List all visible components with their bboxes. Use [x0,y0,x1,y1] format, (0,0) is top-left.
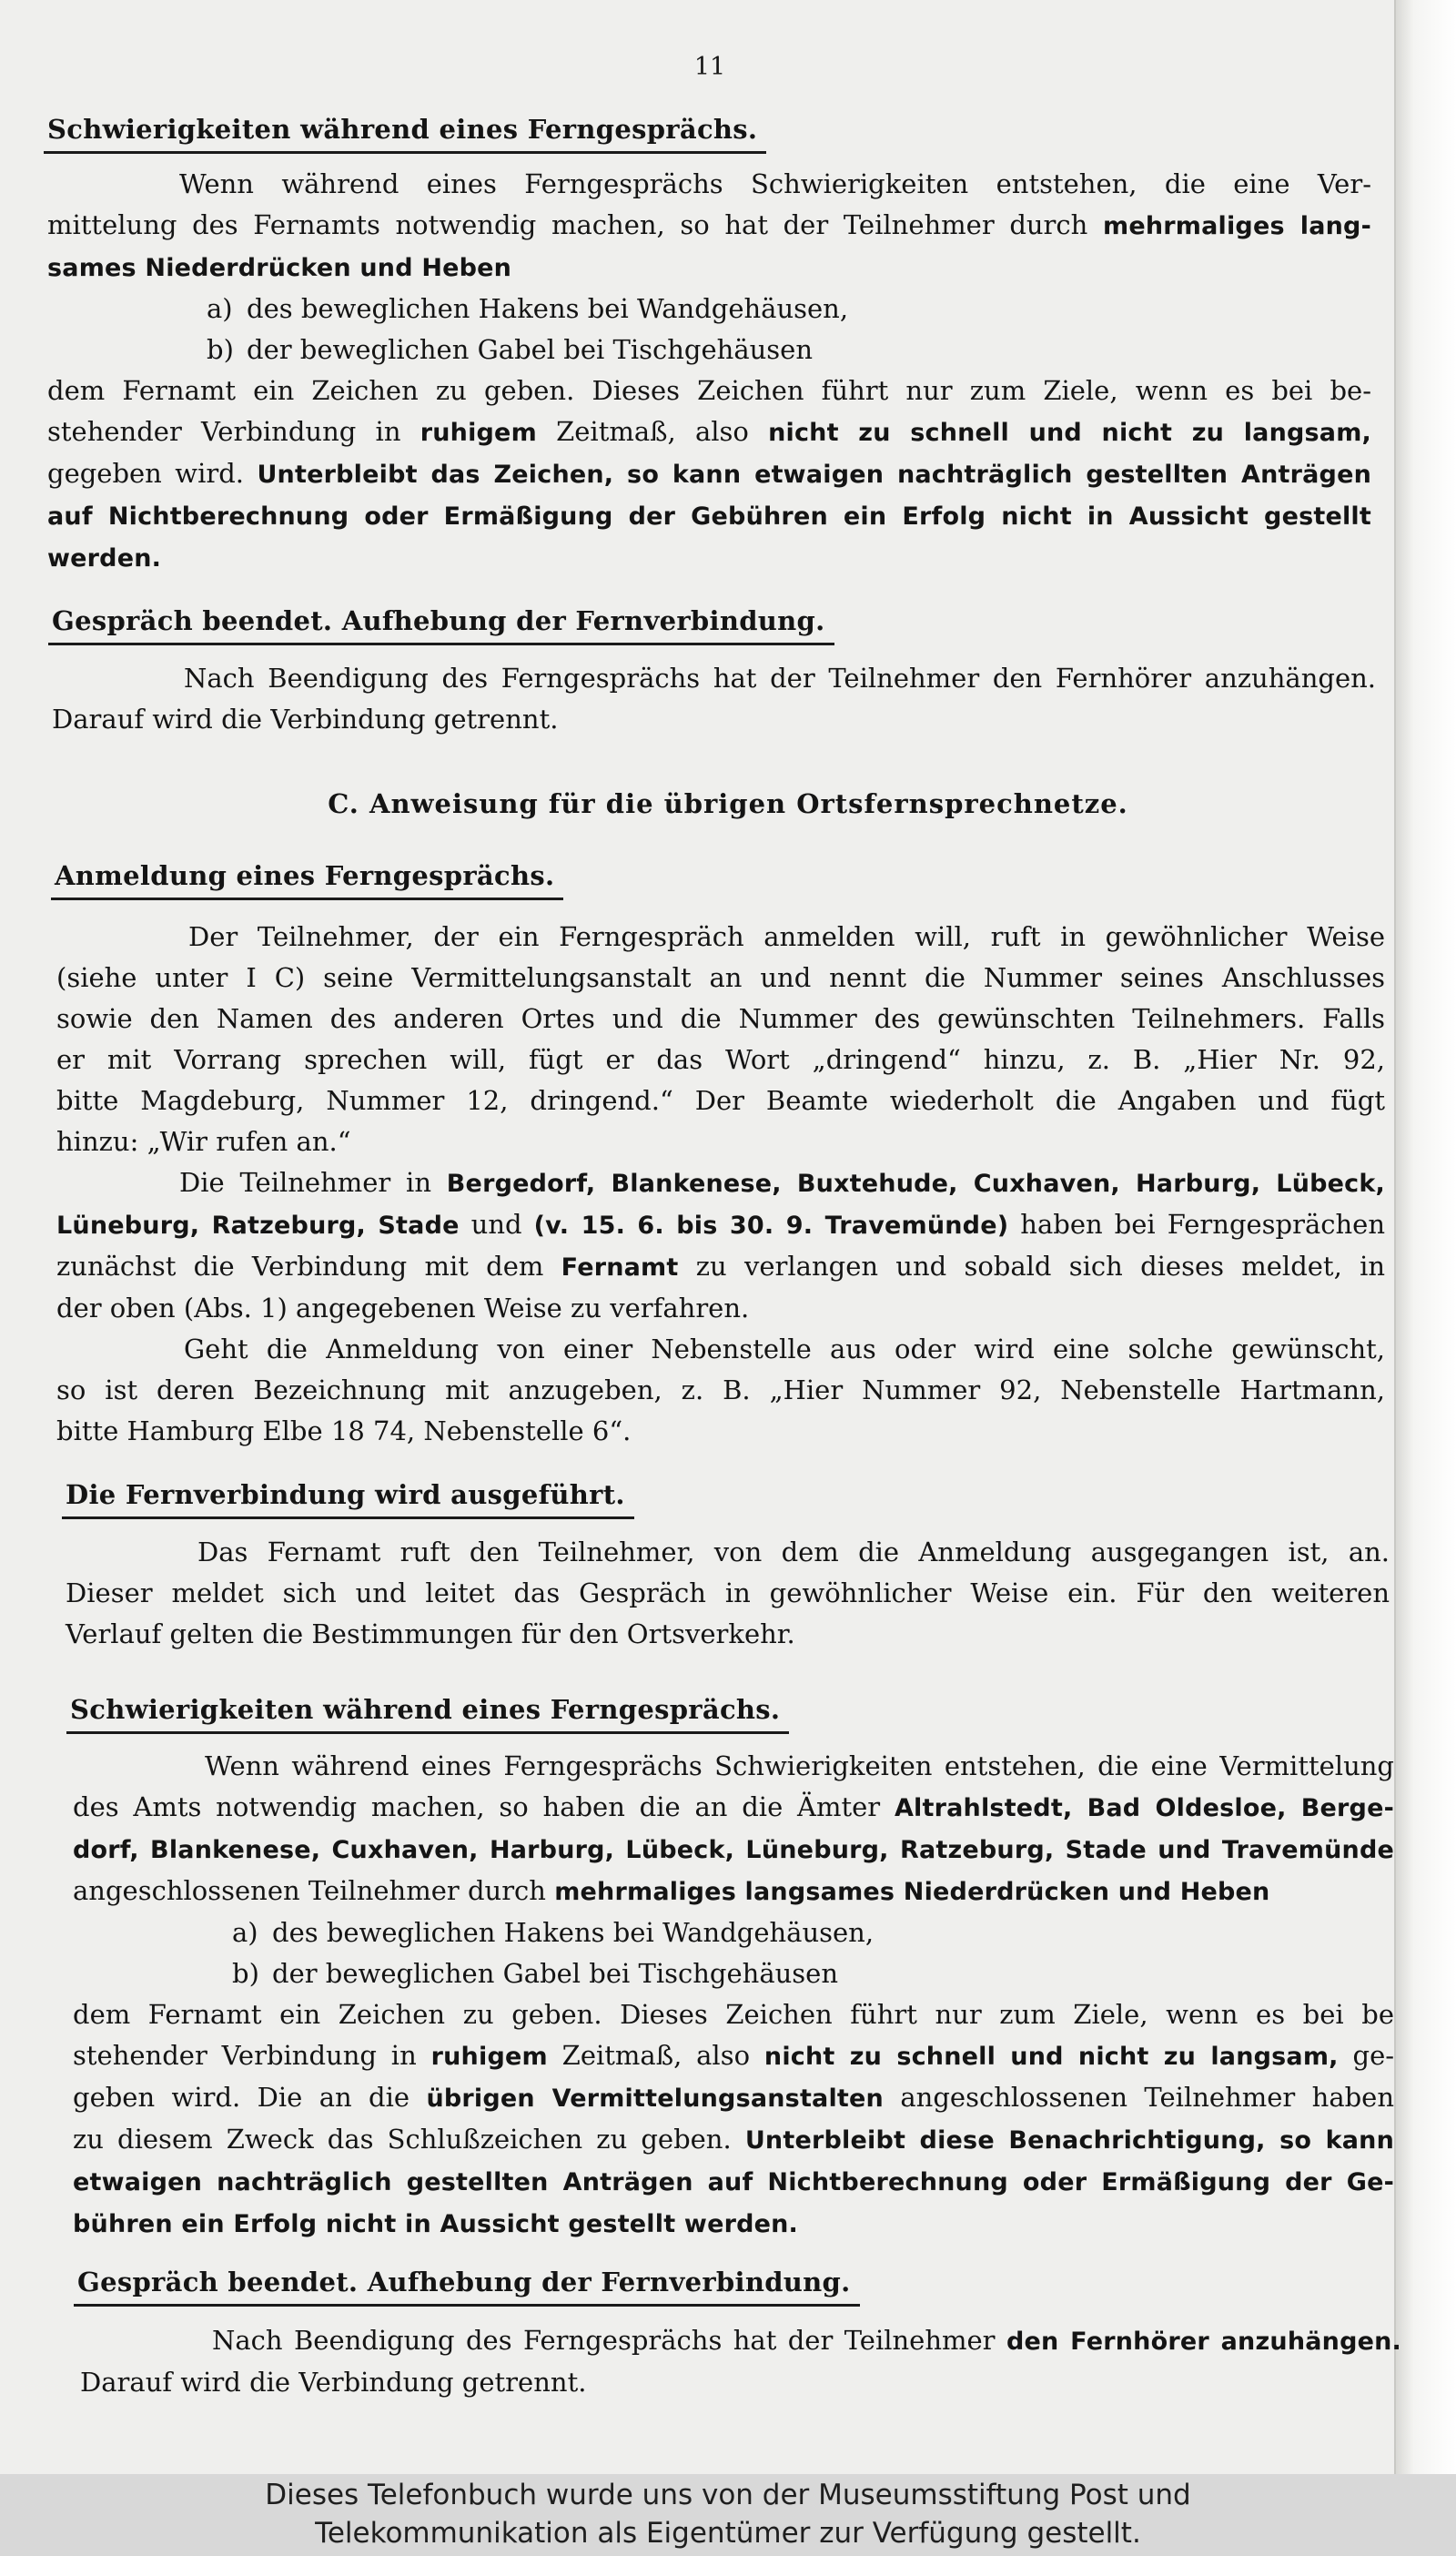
text-line: zu diesem Zweck das Schlußzeichen zu geben. Unterbleibt diese Benachrichtigung, so kann [73,2124,1395,2155]
text-line: Nach Beendigung des Ferngesprächs hat der Teilnehmer den Fernhörer anzuhängen. [212,2325,1401,2356]
heading-fernverbindung-ausgefuehrt: Die Fernverbindung wird ausgeführt. [66,1479,625,1510]
text-line: gegeben wird. Unterbleibt das Zeichen, so kann etwaigen nachträglich gestellten Anträgen [47,458,1372,489]
text-line: Dieser meldet sich und leitet das Gespräch in gewöhnlicher Weise ein. Für den weiteren [66,1577,1390,1608]
text-line: bitte Hamburg Elbe 18 74, Nebenstelle 6“. [56,1415,632,1446]
text-line: Lüneburg, Ratzeburg, Stade und (v. 15. 6. bis 30. 9. Travemünde) haben bei Ferngesprächen [56,1209,1386,1240]
paragraph-gespraech-beendet-2 [80,2320,1401,2403]
text-line: Wenn während eines Ferngesprächs Schwierigkeiten entstehen, die eine Vermittelung [205,1750,1394,1781]
text-line: dem Fernamt ein Zeichen zu geben. Dieses Zeichen führt nur zum Ziele, wenn es bei be [73,1999,1394,2030]
text-line: Darauf wird die Verbindung getrennt. [52,704,559,735]
paragraph-schwierigkeiten-2 [73,1746,1394,2245]
list-item: a) des beweglichen Hakens bei Wandgehäusen, [207,293,849,324]
text-line: dem Fernamt ein Zeichen zu geben. Dieses Zeichen führt nur zum Ziele, wenn es bei be- [47,375,1371,406]
list-item: b) der beweglichen Gabel bei Tischgehäusen [232,1958,839,1989]
text-line: Das Fernamt ruft den Teilnehmer, von dem die Anmeldung ausgegangen ist, an. [197,1537,1390,1567]
text-line: sowie den Namen des anderen Ortes und die Nummer des gewünschten Teilnehmers. Falls [56,1003,1385,1034]
text-line: Der Teilnehmer, der ein Ferngespräch anmelden will, ruft in gewöhnlicher Weise [188,921,1385,952]
paragraph-anmeldung [56,917,1385,1452]
text-line: angeschlossenen Teilnehmer durch mehrmaliges langsames Niederdrücken und Heben [73,1875,1270,1906]
text-line: stehender Verbindung in ruhigem Zeitmaß, also nicht zu schnell und nicht zu langsam, [47,416,1371,447]
text-line: bühren ein Erfolg nicht in Aussicht gestellt werden. [73,2210,799,2238]
text-line: Nach Beendigung des Ferngesprächs hat der Teilnehmer den Fernhörer anzuhängen. [184,663,1376,694]
footer-notice [0,2474,1456,2556]
text-line: etwaigen nachträglich gestellten Anträgen auf Nichtberechnung oder Ermäßigung der Ge- [73,2168,1394,2196]
text-line: hinzu: „Wir rufen an.“ [56,1126,351,1157]
section-c-title: C. Anweisung für die übrigen Ortsfernsprechnetze. [328,788,1128,819]
list-item: a) des beweglichen Hakens bei Wandgehäusen, [232,1917,875,1948]
heading-schwierigkeiten-1: Schwierigkeiten während eines Ferngesprächs. [47,114,758,145]
text-line: stehender Verbindung in ruhigem Zeitmaß, also nicht zu schnell und nicht zu langsam, ge- [73,2040,1395,2071]
paragraph-gespraech-beendet-1 [52,658,1376,740]
text-line: dorf, Blankenese, Cuxhaven, Harburg, Lübeck, Lüneburg, Ratzeburg, Stade und Travemünde [73,1836,1394,1864]
text-line: geben wird. Die an die übrigen Vermittelungsanstalten angeschlossenen Teilnehmer haben [73,2082,1395,2113]
text-line: Darauf wird die Verbindung getrennt. [80,2367,587,2398]
paragraph-fernverbindung-ausgefuehrt [66,1532,1390,1655]
text-line: er mit Vorrang sprechen will, fügt er das Wort „dringend“ hinzu, z. B. „Hier Nr. 92, [56,1044,1385,1075]
text-line: bitte Magdeburg, Nummer 12, dringend.“ Der Beamte wiederholt die Angaben und fügt [56,1085,1385,1116]
text-line: sames Niederdrücken und Heben [47,254,512,282]
text-line: der oben (Abs. 1) angegebenen Weise zu verfahren. [56,1293,750,1324]
text-line: (siehe unter I C) seine Vermittelungsanstalt an und nennt die Nummer seines Anschlusses [56,962,1385,993]
text-line: Wenn während eines Ferngesprächs Schwierigkeiten entstehen, die eine Ver- [179,168,1371,199]
page-number: 11 [693,53,726,81]
text-line: so ist deren Bezeichnung mit anzugeben, z. B. „Hier Nummer 92, Nebenstelle Hartmann, [56,1374,1385,1405]
footer-line: Telekommunikation als Eigentümer zur Verfügung gestellt. [315,2517,1141,2550]
heading-anmeldung: Anmeldung eines Ferngesprächs. [55,860,555,891]
text-line: werden. [47,544,162,573]
text-line: Geht die Anmeldung von einer Nebenstelle aus oder wird eine solche gewünscht, [184,1334,1385,1364]
text-line: mittelung des Fernamts notwendig machen, so hat der Teilnehmer durch mehrmaliges lang- [47,209,1371,240]
paragraph-schwierigkeiten-1 [47,164,1371,579]
list-item: b) der beweglichen Gabel bei Tischgehäusen [207,334,814,365]
heading-schwierigkeiten-2: Schwierigkeiten während eines Ferngesprächs. [70,1694,781,1725]
footer-line: Dieses Telefonbuch wurde uns von der Museumsstiftung Post und [265,2479,1191,2511]
text-line: auf Nichtberechnung oder Ermäßigung der Gebühren ein Erfolg nicht in Aussicht gestellt [47,502,1371,531]
page-edge [1396,0,1456,2474]
text-line: des Amts notwendig machen, so haben die an die Ämter Altrahlstedt, Bad Oldesloe, Berge- [73,1791,1394,1822]
text-line: zunächst die Verbindung mit dem Fernamt zu verlangen und sobald sich dieses meldet, in [56,1251,1386,1282]
text-line: Verlauf gelten die Bestimmungen für den Ortsverkehr. [66,1618,795,1649]
heading-gespraech-beendet-2: Gespräch beendet. Aufhebung der Fernverbindung. [77,2267,851,2297]
text-line: Die Teilnehmer in Bergedorf, Blankenese, Buxtehude, Cuxhaven, Harburg, Lübeck, [179,1167,1385,1198]
heading-gespraech-beendet-1: Gespräch beendet. Aufhebung der Fernverbindung. [52,605,825,636]
